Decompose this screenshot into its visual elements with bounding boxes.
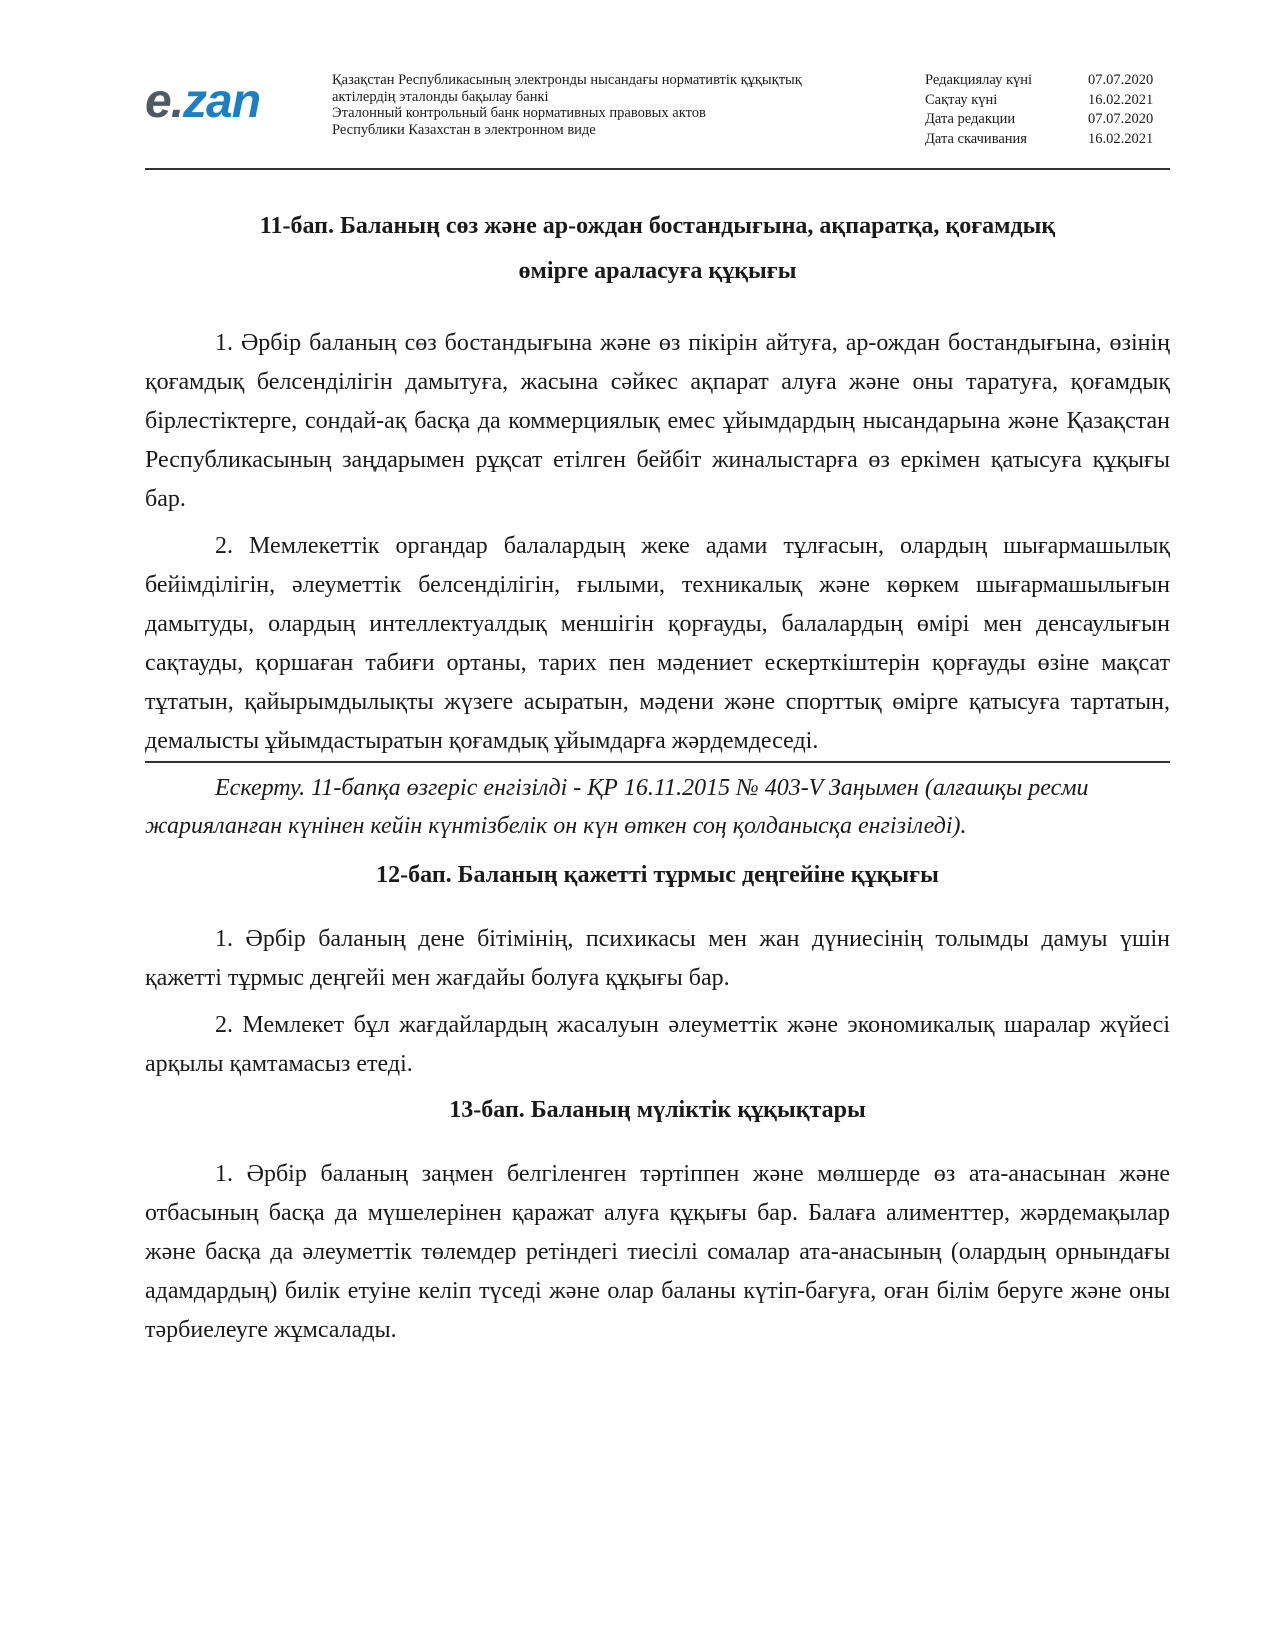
meta-label: Дата скачивания <box>925 130 1027 147</box>
article-12-paragraph-2: 2. Мемлекет бұл жағдайлардың жасалуын әлеуметтік және экономикалық шаралар жүйесі арқылы қамтамасыз етеді. <box>145 1012 1170 1077</box>
document-page <box>145 0 1170 1350</box>
document-dates <box>925 71 1170 149</box>
org-line: актілердің эталонды бақылау банкі <box>332 88 549 105</box>
meta-value: 16.02.2021 <box>1088 91 1154 108</box>
document-header <box>145 0 1170 170</box>
org-line: Қазақстан Республикасының электронды нысандағы нормативтік құқықтық <box>332 72 802 88</box>
meta-label: Дата редакции <box>925 111 1016 127</box>
meta-row <box>925 71 1170 91</box>
meta-value: 16.02.2021 <box>1088 130 1154 147</box>
article-12-title: 12-бап. Баланың қажетті тұрмыс деңгейіне құқығы <box>376 862 939 888</box>
article-13-paragraph-1: 1. Әрбір баланың заңмен белгіленген тәртіппен және мөлшерде өз ата-анасынан және отбасының басқа да мүшелерінен қаражат алуға құқығы бар. Балаға алименттер, жәрдемақылар және басқа да әлеуметтік төлемдер ретіндегі тиесілі сомалар ата-анасының (олардың орнындағы адамдардың) билік етуіне келіп түседі және олар баланы күтіп-бағуға, оған білім беруге және оны тәрбиелеуге жұмсалады. <box>145 1161 1170 1343</box>
ezan-logo: e.zan <box>145 75 261 128</box>
meta-row <box>925 91 1170 111</box>
organization-info <box>332 72 902 138</box>
article-11-title: 11-бап. Баланың сөз және ар-ождан бостандығына, ақпаратқа, қоғамдық өмірге араласуға құқығы <box>259 213 1056 284</box>
meta-label: Редакциялау күні <box>925 72 1033 88</box>
meta-row <box>925 130 1170 150</box>
org-line: Эталонный контрольный банк нормативных правовых актов <box>332 105 706 121</box>
meta-value: 07.07.2020 <box>1088 111 1154 127</box>
article-11-paragraph-2: 2. Мемлекеттік органдар балалардың жеке адами тұлғасын, олардың шығармашылық бейімділігін, әлеуметтік белсенділігін, ғылыми, техникалық және көркем шығармашылығын дамытуды, олардың интеллектуалдық меншігін қорғауды, балалардың өмірі мен денсаулығын сақтауды, қоршаған табиғи ортаны, тарих пен мәдениет ескерткіштерін қорғауды өзіне мақсат тұтатын, қайырымдылықты жүзеге асыратын, мәдени және спорттық өмірге қатысуға тартатын, демалысты ұйымдастыратын қоғамдық ұйымдарға жәрдемдеседі. <box>145 533 1170 754</box>
org-line: Республики Казахстан в электронном виде <box>332 121 596 138</box>
article-12-paragraph-1: 1. Әрбір баланың дене бітімінің, психикасы мен жан дүниесінің толымды дамуы үшін қажетті тұрмыс деңгейі мен жағдайы болуға құқығы бар. <box>145 926 1170 991</box>
meta-label: Сақтау күні <box>925 91 998 108</box>
article-11-paragraph-1: 1. Әрбір баланың сөз бостандығына және өз пікірін айтуға, ар-ождан бостандығына, өзінің қоғамдық белсенділігін дамытуға, жасына сәйкес ақпарат алуға және оны таратуға, қоғамдық бірлестіктерге, сондай-ақ басқа да коммерциялық емес ұйымдардың нысандарына және Қазақстан Республикасының заңдарымен рұқсат етілген бейбіт жиналыстарға өз еркімен қатысуға құқығы бар. <box>145 330 1170 512</box>
article-13-title: 13-бап. Баланың мүліктік құқықтары <box>449 1097 866 1123</box>
article-11-note: Ескерту. 11-бапқа өзгеріс енгізілді - ҚР 16.11.2015 № 403-V Заңымен (алғашқы ресми жарияланған күнінен кейін күнтізбелік он күн өткен соң қолданысқа енгізіледі). <box>145 775 1089 839</box>
meta-row <box>925 110 1170 130</box>
meta-value: 07.07.2020 <box>1088 72 1154 88</box>
